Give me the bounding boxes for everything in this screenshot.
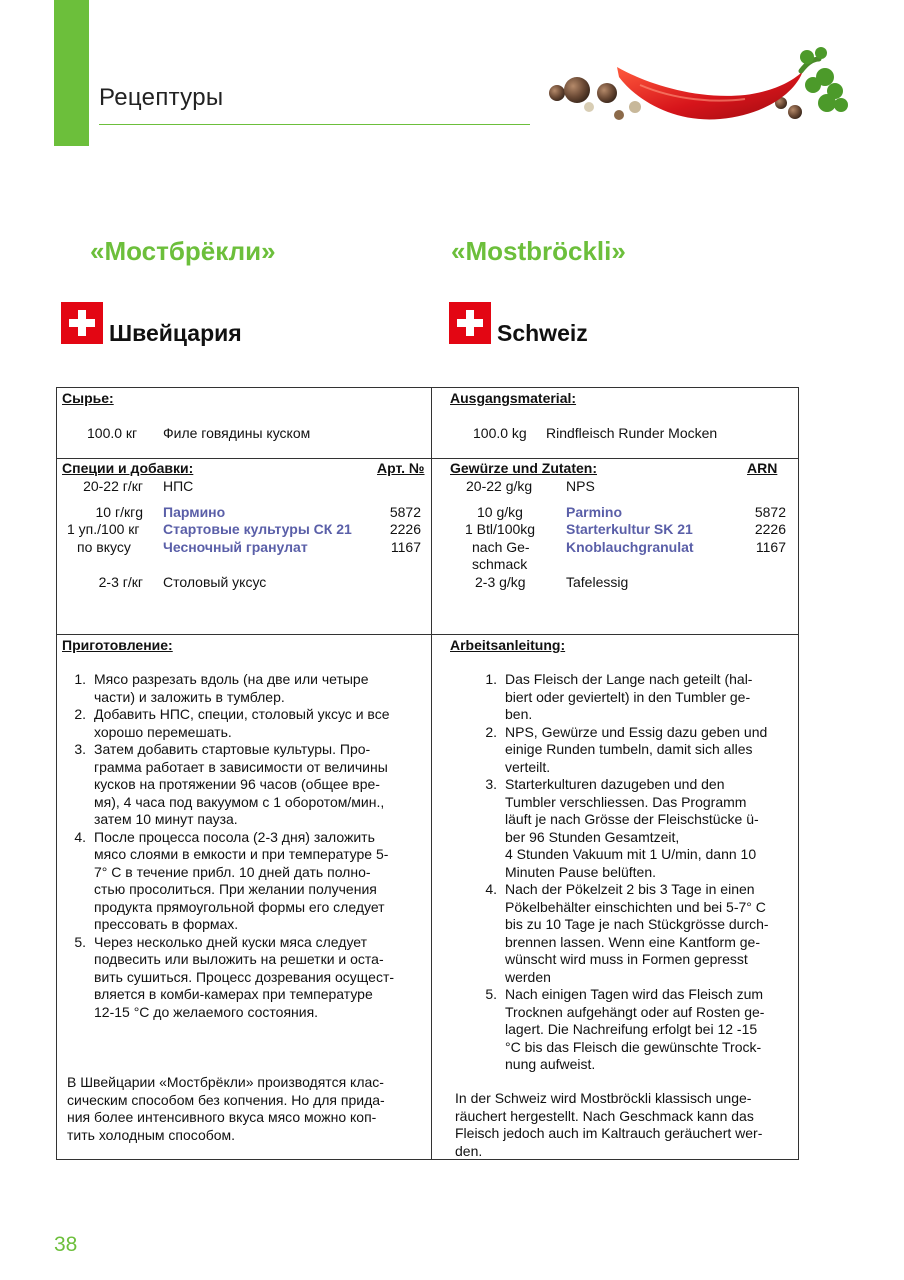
parsley-icon	[800, 47, 848, 112]
spice-name: Стартовые культуры СК 21	[163, 521, 352, 537]
raw-header-ru: Сырье:	[62, 390, 114, 406]
step-line: Trocknen aufgehängt oder auf Rosten ge-	[505, 1003, 765, 1020]
recipe-table	[56, 387, 799, 1160]
country-ru: Швейцария	[109, 320, 242, 346]
spices-header-ru: Специи и добавки:	[62, 460, 194, 476]
raw-name-ru: Филе говядины куском	[163, 425, 311, 441]
step-line: вить сушиться. Процесс дозревания осущест-	[94, 968, 395, 985]
country-de: Schweiz	[497, 320, 588, 346]
spice-amount: 1 Btl/100kg	[465, 521, 536, 537]
step-line: lagert. Die Nachreifung erfolgt bei 12 -15	[505, 1021, 758, 1037]
step-number: 5.	[74, 933, 86, 950]
step-line: nung aufweist.	[505, 1056, 596, 1072]
spice-amount: 2-3 г/кг	[98, 574, 143, 590]
step-number: 4.	[485, 881, 497, 897]
step-line: стью просолиться. При желании получения	[94, 881, 377, 897]
steps-list-ru	[66, 671, 421, 1021]
step-line: bis zu 10 Tage je nach Stückgrösse durch-	[505, 916, 769, 932]
step-line: Pökelbehälter einschichten und bei 5-7° C	[505, 898, 766, 915]
swiss-flag-icon	[61, 302, 103, 344]
step-line: кусков на протяжении 96 часов (общее вре-	[94, 776, 380, 792]
step-line: ber 96 Stunden Gesamtzeit,	[505, 828, 680, 845]
spice-amount: по вкусу	[77, 539, 131, 555]
step-number: 1.	[74, 671, 86, 687]
spice-art: 2226	[389, 521, 421, 537]
note-ru	[67, 1074, 422, 1144]
step-number: 5.	[485, 986, 497, 1002]
step-item	[477, 776, 795, 881]
step-line: вляется в комби-камерах при температуре	[94, 986, 373, 1002]
step-line: Starterkulturen dazugeben und den	[505, 776, 725, 792]
step-line: продукта прямоугольной формы его следует	[94, 898, 385, 915]
note-line: In der Schweiz wird Mostbröckli klassisch unge-	[455, 1090, 752, 1106]
step-line: Das Fleisch der Lange nach geteilt (hal-	[505, 671, 753, 687]
step-line: °C bis das Fleisch die gewünschte Trock-	[505, 1038, 762, 1055]
step-line: После процесса посола (2-3 дня) заложить	[94, 828, 375, 845]
section-title: Рецептуры	[99, 84, 224, 111]
spice-amount: 1 уп./100 кг	[67, 521, 140, 537]
step-number: 3.	[74, 741, 86, 757]
step-line: wünscht wird muss in Formen gepresst	[505, 951, 748, 967]
spice-art: 2226	[754, 521, 786, 537]
spice-name: Starterkultur SK 21	[566, 521, 693, 537]
step-number: 1.	[485, 671, 497, 687]
step-item	[66, 829, 421, 934]
spice-art: 1167	[755, 539, 786, 555]
step-item	[477, 724, 795, 777]
raw-name-de: Rindfleisch Runder Mocken	[546, 425, 718, 441]
note-line: räuchert hergestellt. Nach Geschmack kann das	[455, 1107, 754, 1124]
note-line: тить холодным способом.	[67, 1126, 236, 1143]
spice-amount: 10 g/kg	[477, 504, 523, 520]
spices-header-de: Gewürze und Zutaten:	[450, 460, 597, 476]
step-line: einige Runden tumbeln, damit sich alles	[505, 741, 753, 757]
step-item	[477, 671, 795, 724]
step-line: Nach der Pökelzeit 2 bis 3 Tage in einen	[505, 881, 755, 897]
prep-header-ru: Приготовление:	[62, 637, 173, 653]
spice-amount: 20-22 г/кг	[83, 478, 143, 494]
step-line: werden	[505, 968, 551, 985]
spice-name: Knoblauchgranulat	[566, 539, 694, 555]
step-line: Tumbler verschliessen. Das Programm	[505, 793, 747, 810]
spice-name: Tafelessig	[566, 574, 629, 590]
steps-list-de	[477, 671, 795, 1074]
step-line: части) и заложить в тумблер.	[94, 688, 285, 705]
step-number: 4.	[74, 828, 86, 845]
step-line: мясо слоями в емкости и при температуре 5-	[94, 846, 389, 862]
spice-name: Чесночный гранулат	[163, 539, 308, 555]
title-underline	[99, 124, 530, 125]
page-number: 38	[54, 1233, 78, 1256]
spice-amount: 2-3 g/kg	[475, 574, 526, 590]
step-line: Через несколько дней куски мяса следует	[94, 933, 368, 950]
spice-art: 1167	[390, 539, 421, 555]
step-number: 2.	[485, 723, 497, 740]
step-item	[66, 741, 421, 829]
step-line: Добавить НПС, специи, столовый уксус и все	[94, 706, 390, 722]
note-line: Fleisch jedoch auch im Kaltrauch geräuchert wer-	[455, 1125, 763, 1141]
swiss-flag-icon	[449, 302, 491, 344]
spice-name: Пармино	[163, 504, 226, 520]
step-line: мя), 4 часа под вакуумом с 1 оборотом/мин.,	[94, 793, 385, 810]
note-de	[455, 1090, 795, 1160]
step-line: brennen lassen. Wenn eine Kantform ge-	[505, 933, 761, 950]
step-line: 7° С в течение прибл. 10 дней дать полно-	[94, 863, 371, 880]
art-header-de: ARN	[747, 460, 778, 476]
step-line: 12-15 °С до желаемого состояния.	[94, 1003, 319, 1020]
raw-amount-ru: 100.0 кг	[87, 425, 138, 441]
spice-amount: nach Ge-	[472, 539, 530, 555]
raw-header-de: Ausgangsmaterial:	[450, 390, 577, 406]
step-line: подвесить или выложить на решетки и оста-	[94, 951, 384, 967]
step-item	[66, 934, 421, 1022]
step-line: Затем добавить стартовые культуры. Про-	[94, 741, 371, 757]
art-header-ru: Арт. №	[377, 460, 425, 476]
step-line: verteilt.	[505, 758, 551, 775]
spice-name: НПС	[163, 478, 194, 494]
step-line: Minuten Pause belüften.	[505, 863, 656, 880]
step-item	[477, 881, 795, 986]
step-item	[477, 986, 795, 1074]
step-line: läuft je nach Grösse der Fleischstücke ü-	[505, 811, 759, 827]
step-item	[66, 706, 421, 741]
prep-header-de: Arbeitsanleitung:	[450, 637, 566, 653]
step-number: 3.	[485, 776, 497, 792]
header-accent-bar	[54, 0, 89, 146]
spice-amount: 20-22 g/kg	[466, 478, 533, 494]
step-item	[66, 671, 421, 706]
step-line: NPS, Gewürze und Essig dazu geben und	[505, 723, 768, 740]
note-line: den.	[455, 1142, 483, 1159]
spice-name: NPS	[566, 478, 595, 494]
raw-amount-de: 100.0 kg	[473, 425, 527, 441]
spice-amount: 10 г/кгg	[95, 504, 143, 520]
step-line: biert oder geviertelt) in den Tumbler ge-	[505, 688, 751, 705]
recipe-title-ru: «Мостбрёкли»	[90, 236, 276, 266]
spice-art: 5872	[389, 504, 421, 520]
step-line: затем 10 минут пауза.	[94, 811, 238, 827]
step-line: 4 Stunden Vakuum mit 1 U/min, dann 10	[505, 846, 757, 862]
step-line: прессовать в формах.	[94, 916, 239, 932]
note-line: В Швейцарии «Мостбрёкли» производятся клас-	[67, 1074, 384, 1090]
spice-name: Parmino	[566, 504, 623, 520]
step-line: грамма работает в зависимости от величины	[94, 758, 388, 775]
spice-name: Столовый уксус	[163, 574, 267, 590]
step-line: хорошо перемешать.	[94, 723, 232, 740]
step-line: ben.	[505, 706, 533, 722]
note-line: ния более интенсивного вкуса мясо можно коп-	[67, 1109, 377, 1125]
spice-art: 5872	[754, 504, 786, 520]
step-line: Nach einigen Tagen wird das Fleisch zum	[505, 986, 764, 1002]
spice-amount-cont: schmack	[472, 556, 528, 572]
step-line: Мясо разрезать вдоль (на две или четыре	[94, 671, 369, 687]
recipe-title-de: «Mostbröckli»	[451, 236, 626, 266]
spices-illustration	[545, 45, 850, 135]
step-number: 2.	[74, 706, 86, 722]
note-line: сическим способом без копчения. Но для прида-	[67, 1091, 385, 1108]
